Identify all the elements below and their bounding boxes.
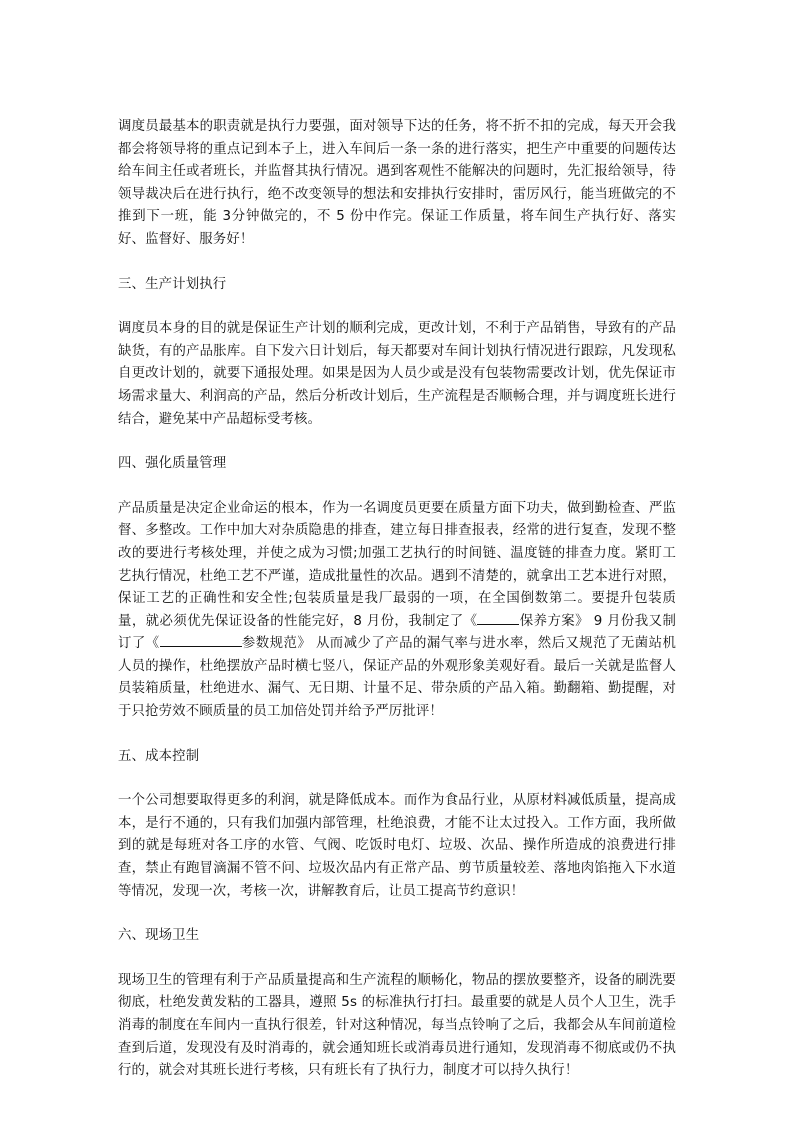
section-paragraph-production-plan: 调度员本身的目的就是保证生产计划的顺利完成，更改计划，不利于产品销售，导致有的产品缺货，有的产品胀库。自下发六日计划后，每天都要对车间计划执行情况进行跟踪，凡发现私自更改计划的，就要下通报处理。如果是因为人员少或是没有包装物需要改计划，优先保证市场需求量大、利润高的产品，然后分析改计划后，生产流程是否顺畅合理，并与调度班长进行结合，避免某中产品超标受考核。 <box>118 321 676 427</box>
section-heading-cost-control: 五、成本控制 <box>118 748 200 764</box>
section-heading-quality-management: 四、强化质量管理 <box>118 456 227 472</box>
spacer <box>118 431 676 453</box>
section-heading-production-plan: 三、生产计划执行 <box>118 276 227 292</box>
section-heading-site-hygiene: 六、现场卫生 <box>118 928 200 944</box>
quality-text-part-3: 参数规范》 从而减少了产品的漏气率与进水率，然后又规范了无菌站机人员的操作，杜绝摆放产品时横七竖八，保证产品的外观形象美观好看。最后一关就是监督人员装箱质量，杜绝进水、漏气、无日期、计量不足、带杂质的产品入箱。勤翻箱、勤提醒，对于只抢劳效不顾质量的员工加倍处罚并给予严厉批评！ <box>118 636 676 720</box>
section-paragraph-cost-control: 一个公司想要取得更多的利润，就是降低成本。而作为食品行业，从原材料减低质量，提高成本，是行不通的，只有我们加强内部管理，杜绝浪费，才能不让太过投入。工作方面，我所做到的就是每班对各工序的水管、气阀、吃饭时电灯、垃圾、次品、操作所造成的浪费进行排查，禁止有跑冒滴漏不管不问、垃圾次品内有正常产品、剪节质量较差、落地肉馅拖入下水道等情况，发现一次，考核一次，讲解教育后，让员工提高节约意识！ <box>118 793 676 899</box>
fill-in-blank-1 <box>477 611 519 625</box>
spacer <box>118 724 676 746</box>
section-paragraph-site-hygiene: 现场卫生的管理有利于产品质量提高和生产流程的顺畅化，物品的摆放要整齐，设备的刷洗要彻底，杜绝发黄发粘的工器具，遵照 5s 的标准执行打扫。最重要的就是人员个人卫生，洗手消毒的制度在车间内一直执行很差，针对这种情况，每当点铃响了之后，我都会从车间前道检查到后道，发现没有及时消毒的，就会通知班长或消毒员进行通知，发现消毒不彻底或仍不执行的，就会对其班长进行考核，只有班长有了执行力，制度才可以持久执行！ <box>118 972 676 1079</box>
spacer <box>118 948 676 970</box>
spacer <box>118 768 676 790</box>
spacer <box>118 476 676 498</box>
intro-paragraph: 调度员最基本的职责就是执行力要强，面对领导下达的任务，将不折不扣的完成，每天开会我都会将领导将的重点记到本子上，进入车间后一条一条的进行落实，把生产中重要的问题传达给车间主任或者班长，并监督其执行情况。遇到客观性不能解决的问题时，先汇报给领导，待领导裁决后在进行执行，绝不改变领导的想法和安排执行安排时，雷厉风行，能当班做完的不推到下一班，能 3分钟做完的，不 5 份中作完。保证工作质量，将车间生产执行好、落实好、监督好、服务好！ <box>118 119 676 247</box>
spacer <box>118 903 676 925</box>
document-body <box>118 116 676 1083</box>
quality-text-part-1: 产品质量是决定企业命运的根本，作为一名调度员更要在质量方面下功夫，做到勤检查、严监督、多整改。工作中加大对杂质隐患的排查，建立每日排查报表，经常的进行复查，发现不整改的要进行考核处理，并使之成为习惯;加强工艺执行的时间链、温度链的排查力度。紧盯工艺执行情况，杜绝工艺不严谨，造成批量性的次品。遇到不清楚的，就拿出工艺本进行对照，保证工艺的正确性和安全性;包装质量是我厂最弱的一项，在全国倒数第二。要提升包装质量，就必须优先保证设备的性能完好，8 月份，我制定了《 <box>118 500 676 629</box>
quality-text-part-2: 保养方案》 9 月份我又制订了《 <box>118 613 676 652</box>
fill-in-blank-2 <box>160 633 242 647</box>
spacer <box>118 252 676 274</box>
spacer <box>118 296 676 318</box>
section-paragraph-quality-management <box>118 498 676 724</box>
